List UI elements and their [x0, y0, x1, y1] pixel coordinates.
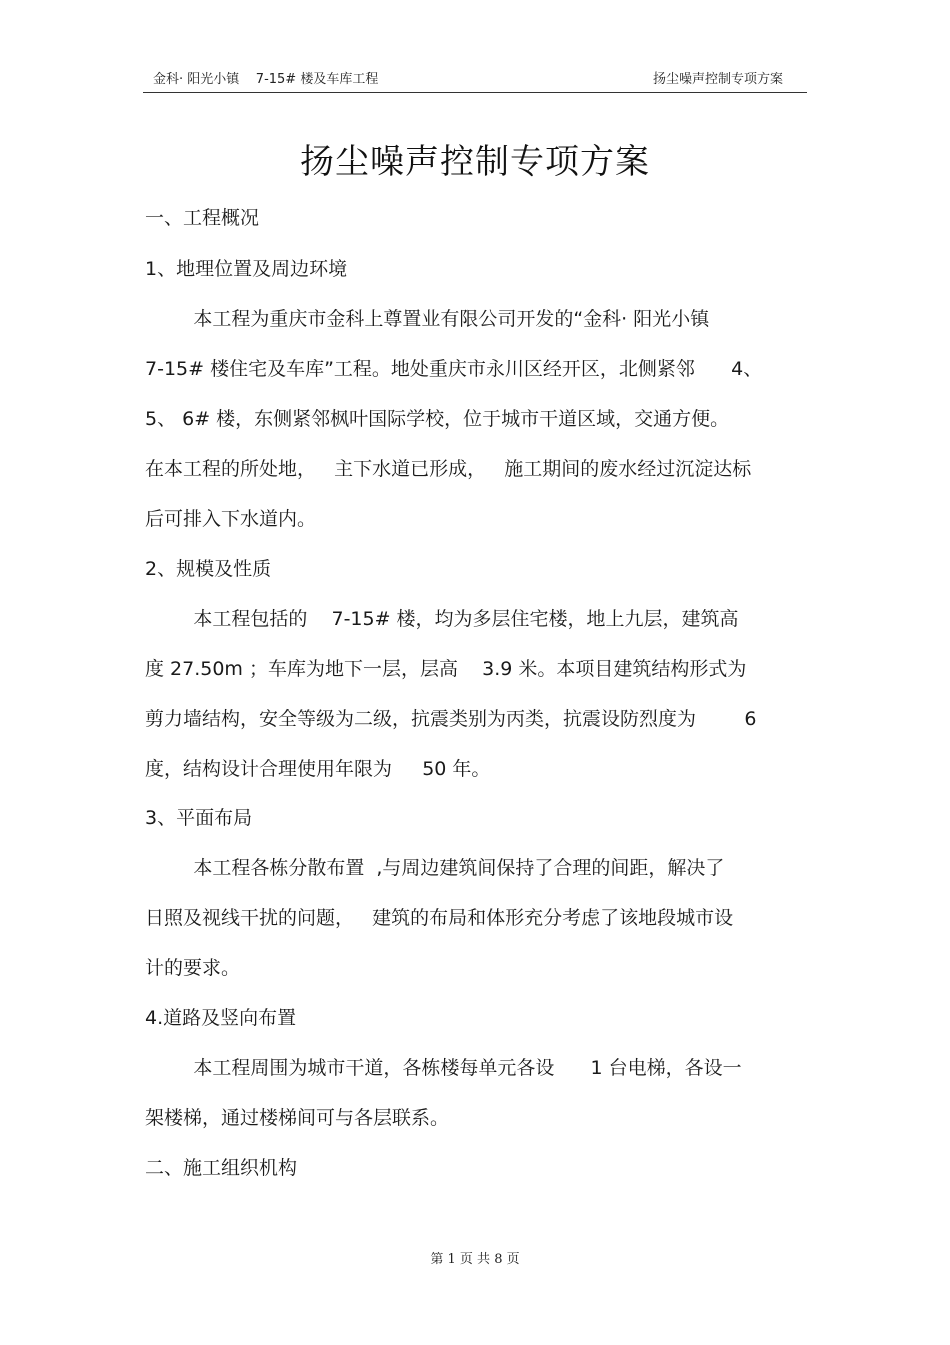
section-heading: 二、施工组织机构 — [145, 1157, 298, 1179]
paragraph-line: 日照及视线干扰的问题， 建筑的布局和体形充分考虑了该地段城市设 — [145, 907, 734, 929]
paragraph-line: 度 27.50m ；车库为地下一层，层高 3.9 米。本项目建筑结构形式为 — [145, 658, 747, 680]
paragraph-line: 架楼梯，通过楼梯间可与各层联系。 — [145, 1107, 450, 1129]
paragraph-line: 5、 6# 楼，东侧紧邻枫叶国际学校，位于城市干道区域，交通方便。 — [145, 408, 730, 430]
subsection-heading: 3、平面布局 — [145, 807, 253, 829]
paragraph-line: 后可排入下水道内。 — [145, 508, 317, 530]
section-heading: 一、工程概况 — [145, 207, 260, 229]
paragraph-line: 本工程包括的 7-15# 楼，均为多层住宅楼，地上九层，建筑高 — [145, 608, 739, 630]
header-divider — [143, 92, 807, 93]
page-footer: 第 1 页 共 8 页 — [430, 1252, 520, 1267]
paragraph-line: 在本工程的所处地， 主下水道已形成， 施工期间的废水经过沉淀达标 — [145, 458, 752, 480]
document-title: 扬尘噪声控制专项方案 — [300, 142, 650, 182]
subsection-heading: 4.道路及竖向布置 — [145, 1007, 297, 1029]
subsection-heading: 1、地理位置及周边环境 — [145, 258, 348, 280]
paragraph-line: 计的要求。 — [145, 957, 241, 979]
paragraph-line: 本工程为重庆市金科上尊置业有限公司开发的“金科· 阳光小镇 — [145, 308, 710, 330]
header-project-name: 金科· 阳光小镇 7-15# 楼及车库工程 — [153, 72, 379, 87]
header-document-name: 扬尘噪声控制专项方案 — [652, 72, 783, 87]
paragraph-line: 度，结构设计合理使用年限为 50 年。 — [145, 758, 491, 780]
paragraph-line: 剪力墙结构，安全等级为二级，抗震类别为丙类，抗震设防烈度为 6 — [145, 708, 757, 730]
paragraph-line: 本工程周围为城市干道，各栋楼每单元各设 1 台电梯，各设一 — [145, 1057, 742, 1079]
paragraph-line: 本工程各栋分散布置 ,与周边建筑间保持了合理的间距，解决了 — [145, 857, 725, 879]
subsection-heading: 2、规模及性质 — [145, 558, 272, 580]
paragraph-line: 7-15# 楼住宅及车库”工程。地处重庆市永川区经开区，北侧紧邻 4、 — [145, 358, 763, 380]
page-header — [143, 66, 807, 90]
